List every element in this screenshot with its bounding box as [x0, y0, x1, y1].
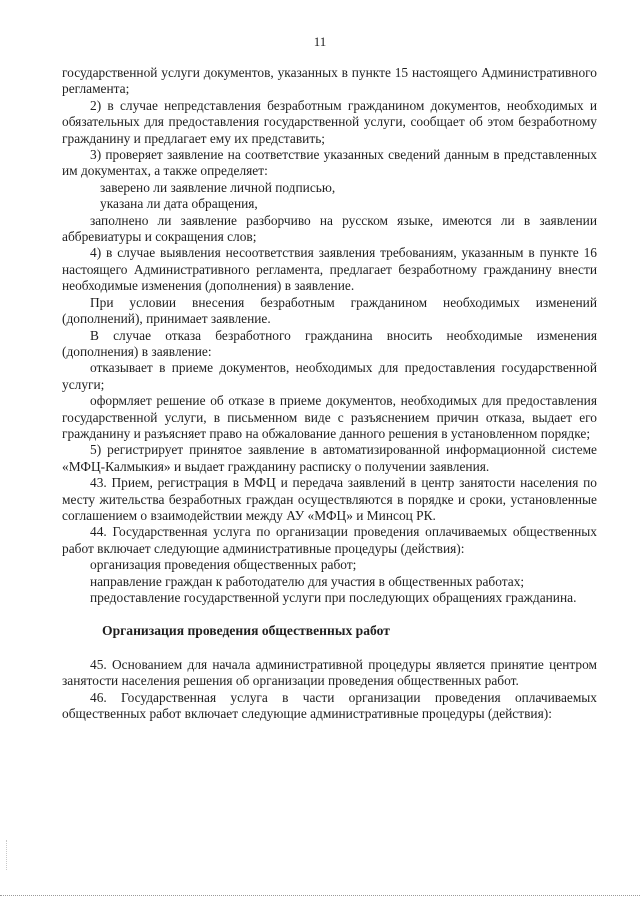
paragraph: направление граждан к работодателю для участия в общественных работах;	[90, 573, 525, 589]
paragraph: 46. Государственная услуга в части организации проведения оплачиваемых общественных работ включает следующие административные процедуры (действия):	[62, 689, 597, 722]
paragraph: организация проведения общественных работ;	[90, 557, 357, 573]
paragraph: В случае отказа безработного гражданина вносить необходимые изменения (дополнения) в заявление:	[62, 327, 597, 359]
document-body	[62, 65, 597, 722]
paragraph: 3) проверяет заявление на соответствие указанных сведений данным в представленных им документах, а также определяет:	[62, 147, 597, 179]
footer-rule	[0, 895, 640, 896]
paragraph: 44. Государственная услуга по организации проведения оплачиваемых общественных работ включает следующие административные процедуры (действия):	[62, 524, 597, 556]
paragraph: 4) в случае выявления несоответствия заявления требованиям, указанным в пункте 16 настоящего Административного регламента, предлагает безработному гражданину внести необходимые изменения (дополнения) в заявление.	[62, 245, 597, 294]
paragraph: государственной услуги документов, указанных в пункте 15 настоящего Административного регламента;	[62, 65, 597, 97]
paragraph: указана ли дата обращения,	[100, 196, 258, 212]
scan-margin-mark	[6, 840, 8, 870]
paragraph: При условии внесения безработным гражданином необходимых изменений (дополнений), принимает заявление.	[62, 294, 597, 327]
section-heading: Организация проведения общественных работ	[102, 623, 390, 639]
paragraph: заполнено ли заявление разборчиво на русском языке, имеются ли в заявлении аббревиатуры и сокращения слов;	[62, 212, 597, 245]
paragraph: оформляет решение об отказе в приеме документов, необходимых для предоставления государственной услуги, в письменном виде с разъяснением причин отказа, выдает его гражданину и разъясняет право на обжалование данного решения в установленном порядке;	[62, 393, 597, 441]
paragraph: заверено ли заявление личной подписью,	[100, 179, 336, 195]
paragraph: отказывает в приеме документов, необходимых для предоставления государственной услуги;	[62, 360, 597, 392]
paragraph: 5) регистрирует принятое заявление в автоматизированной информационной системе «МФЦ-Калмыкия» и выдает гражданину расписку о получении заявления.	[62, 442, 597, 474]
paragraph: 43. Прием, регистрация в МФЦ и передача заявлений в центр занятости населения по месту жительства безработных граждан осуществляются в порядке и сроки, установленные соглашением о взаимодействии между АУ «МФЦ» и Минсоц РК.	[62, 475, 597, 523]
paragraph: 45. Основанием для начала административной процедуры является принятие центром занятости населения решения об организации проведения общественных работ.	[62, 656, 597, 689]
paragraph: 2) в случае непредставления безработным гражданином документов, необходимых и обязательных для предоставления государственной услуги, сообщает об этом безработному гражданину и предлагает ему их представить;	[62, 97, 597, 146]
page-number: 11	[313, 34, 327, 49]
paragraph: предоставление государственной услуги при последующих обращениях гражданина.	[90, 590, 577, 605]
